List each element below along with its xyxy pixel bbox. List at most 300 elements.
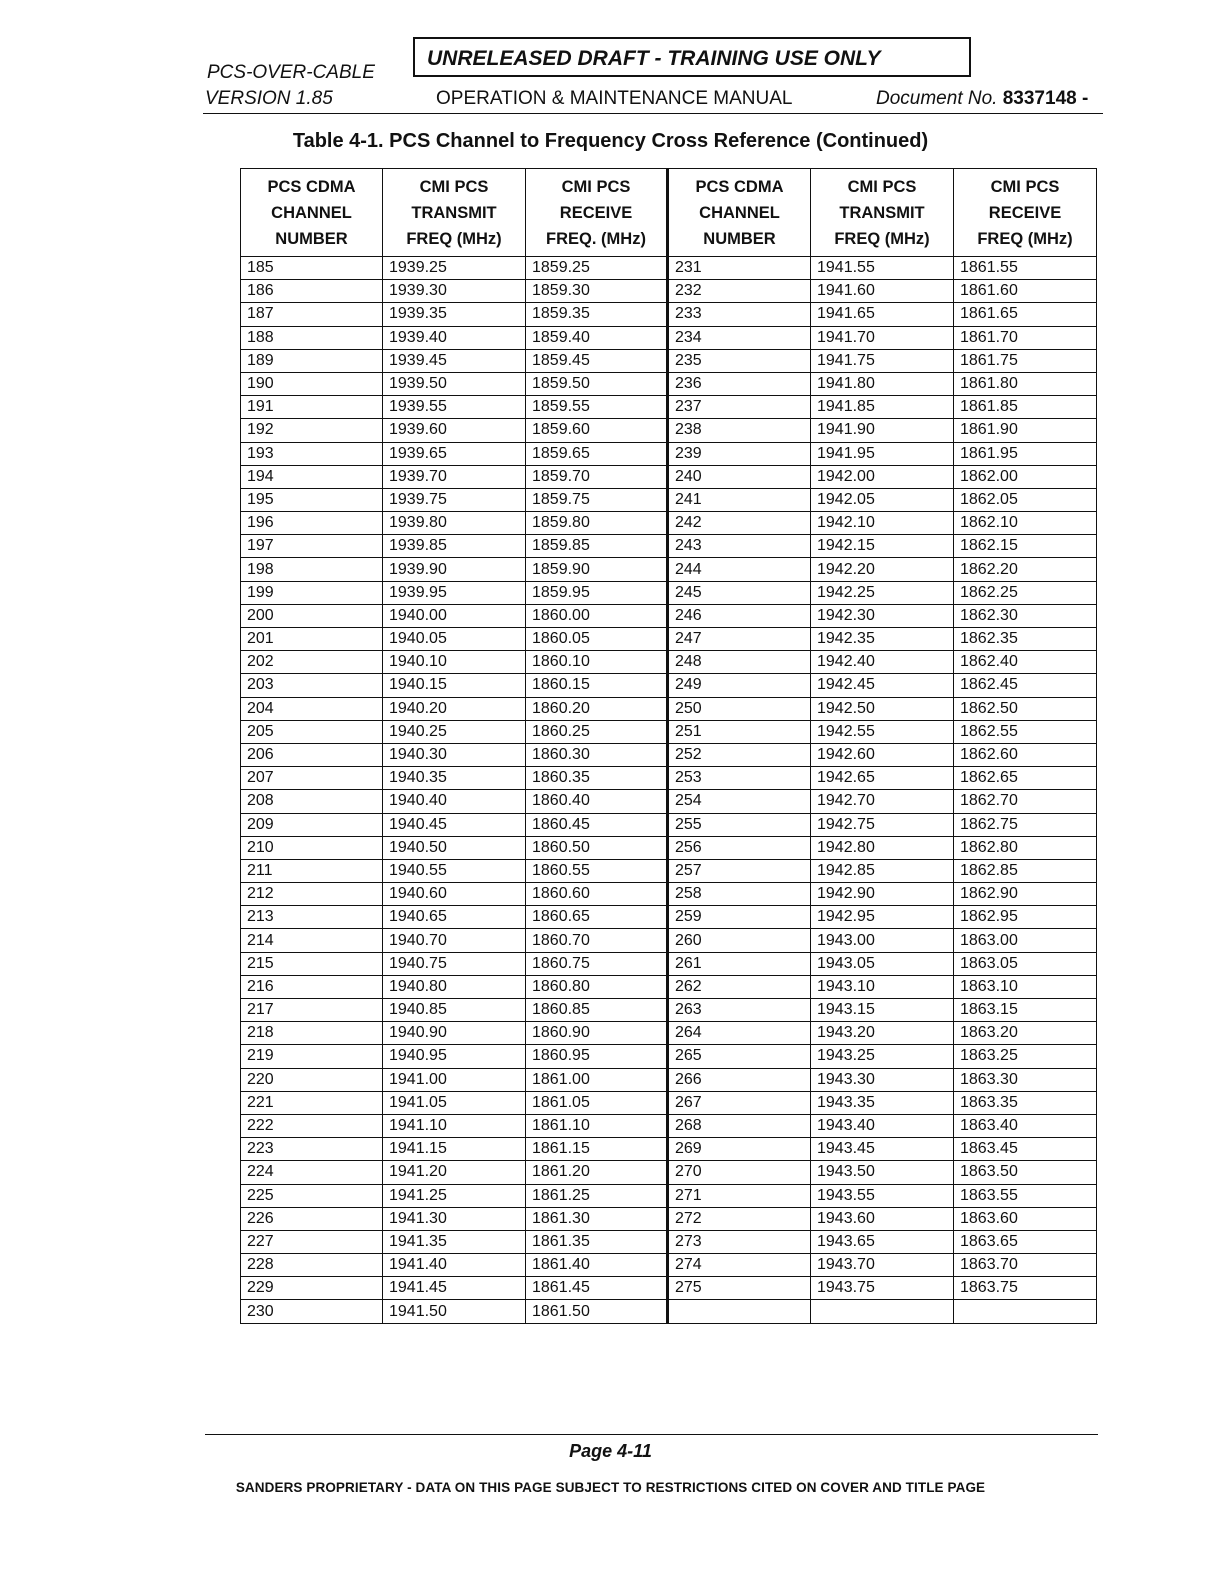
column-header-line: TRANSMIT <box>839 203 925 222</box>
table-cell: 212 <box>241 883 383 906</box>
table-cell: 1862.75 <box>954 813 1097 836</box>
table-cell: 1859.95 <box>526 581 668 604</box>
table-cell: 1861.00 <box>526 1068 668 1091</box>
table-cell: 1940.55 <box>383 859 526 882</box>
table-cell: 268 <box>668 1114 811 1137</box>
table-cell: 1941.80 <box>811 372 954 395</box>
page-number: Page 4-11 <box>569 1441 652 1461</box>
column-header-line: NUMBER <box>703 229 776 248</box>
column-header-line: FREQ (MHz) <box>834 229 930 248</box>
table-cell: 1862.40 <box>954 651 1097 674</box>
table-row <box>241 975 1097 998</box>
table-cell: 1943.60 <box>811 1207 954 1230</box>
table-row <box>241 396 1097 419</box>
table-cell: 191 <box>241 396 383 419</box>
table-cell: 1942.25 <box>811 581 954 604</box>
proprietary-notice: SANDERS PROPRIETARY - DATA ON THIS PAGE SUBJECT TO RESTRICTIONS CITED ON COVER AND TITLE PAGE <box>235 1480 986 1495</box>
table-cell: 1941.45 <box>383 1277 526 1300</box>
table-row <box>241 859 1097 882</box>
table-cell: 198 <box>241 558 383 581</box>
table-cell: 1859.70 <box>526 465 668 488</box>
table-row <box>241 442 1097 465</box>
table-cell: 273 <box>668 1230 811 1253</box>
table-cell: 1940.20 <box>383 697 526 720</box>
table-cell: 1941.00 <box>383 1068 526 1091</box>
table-row <box>241 651 1097 674</box>
table-cell: 190 <box>241 372 383 395</box>
table-cell: 1861.55 <box>954 257 1097 280</box>
column-header-line: CHANNEL <box>699 203 780 222</box>
table-cell: 1863.65 <box>954 1230 1097 1253</box>
table-cell: 229 <box>241 1277 383 1300</box>
table-cell: 259 <box>668 906 811 929</box>
table-cell: 1943.00 <box>811 929 954 952</box>
table-cell: 1941.95 <box>811 442 954 465</box>
table-cell <box>811 1300 954 1323</box>
table-cell: 274 <box>668 1254 811 1277</box>
table-cell: 1942.75 <box>811 813 954 836</box>
table-cell: 1860.20 <box>526 697 668 720</box>
table-cell: 194 <box>241 465 383 488</box>
table-cell: 1939.95 <box>383 581 526 604</box>
table-row <box>241 372 1097 395</box>
table-row <box>241 349 1097 372</box>
table-cell: 1943.20 <box>811 1022 954 1045</box>
table-cell: 1861.80 <box>954 372 1097 395</box>
table-cell: 1942.90 <box>811 883 954 906</box>
table-cell: 217 <box>241 999 383 1022</box>
table-row <box>241 581 1097 604</box>
table-cell: 1863.10 <box>954 975 1097 998</box>
table-cell: 1863.30 <box>954 1068 1097 1091</box>
table-cell: 260 <box>668 929 811 952</box>
table-cell: 1860.30 <box>526 743 668 766</box>
table-cell: 196 <box>241 512 383 535</box>
table-cell: 254 <box>668 790 811 813</box>
table-cell: 226 <box>241 1207 383 1230</box>
document-number <box>876 88 1088 110</box>
table-cell: 233 <box>668 303 811 326</box>
table-cell: 1940.70 <box>383 929 526 952</box>
table-cell: 241 <box>668 488 811 511</box>
table-cell: 261 <box>668 952 811 975</box>
table-cell: 267 <box>668 1091 811 1114</box>
table-cell: 270 <box>668 1161 811 1184</box>
table-row <box>241 488 1097 511</box>
table-cell: 264 <box>668 1022 811 1045</box>
table-cell: 1860.85 <box>526 999 668 1022</box>
table-cell: 258 <box>668 883 811 906</box>
table-cell: 1859.45 <box>526 349 668 372</box>
table-cell: 1861.25 <box>526 1184 668 1207</box>
column-header-line: PCS CDMA <box>267 177 356 196</box>
column-header-line: RECEIVE <box>988 203 1062 222</box>
table-cell: 1860.05 <box>526 628 668 651</box>
column-header-line: FREQ (MHz) <box>406 229 502 248</box>
table-cell: 251 <box>668 720 811 743</box>
table-cell: 1943.50 <box>811 1161 954 1184</box>
table-cell: 1940.30 <box>383 743 526 766</box>
table-cell: 1939.75 <box>383 488 526 511</box>
table-cell: 199 <box>241 581 383 604</box>
table-cell: 1941.10 <box>383 1114 526 1137</box>
table-cell: 1942.00 <box>811 465 954 488</box>
table-cell: 197 <box>241 535 383 558</box>
table-cell: 1940.00 <box>383 604 526 627</box>
table-cell: 1942.10 <box>811 512 954 535</box>
table-cell: 1863.50 <box>954 1161 1097 1184</box>
table-cell: 1862.05 <box>954 488 1097 511</box>
table-cell: 1860.55 <box>526 859 668 882</box>
table-cell: 1859.60 <box>526 419 668 442</box>
table-cell: 1942.15 <box>811 535 954 558</box>
table-row <box>241 999 1097 1022</box>
table-cell: 223 <box>241 1138 383 1161</box>
table-cell: 1859.90 <box>526 558 668 581</box>
table-cell: 1859.85 <box>526 535 668 558</box>
document-number-label: Document No. <box>876 88 998 109</box>
table-row <box>241 906 1097 929</box>
table-cell: 240 <box>668 465 811 488</box>
table-cell: 1940.45 <box>383 813 526 836</box>
table-cell: 250 <box>668 697 811 720</box>
table-cell: 1862.80 <box>954 836 1097 859</box>
table-cell: 242 <box>668 512 811 535</box>
table-cell: 1943.10 <box>811 975 954 998</box>
table-cell: 1942.40 <box>811 651 954 674</box>
table-cell: 1862.45 <box>954 674 1097 697</box>
table-cell: 215 <box>241 952 383 975</box>
table-row <box>241 743 1097 766</box>
table-row <box>241 1045 1097 1068</box>
table-cell: 252 <box>668 743 811 766</box>
column-header-line: RECEIVE <box>559 203 633 222</box>
table-cell: 1861.90 <box>954 419 1097 442</box>
table-cell: 1943.75 <box>811 1277 954 1300</box>
table-row <box>241 1091 1097 1114</box>
table-cell: 1862.90 <box>954 883 1097 906</box>
table-cell: 209 <box>241 813 383 836</box>
table-cell: 1862.55 <box>954 720 1097 743</box>
table-cell: 1861.10 <box>526 1114 668 1137</box>
version-label: VERSION 1.85 <box>205 88 333 109</box>
table-cell: 1863.20 <box>954 1022 1097 1045</box>
table-cell: 1863.40 <box>954 1114 1097 1137</box>
table-cell: 239 <box>668 442 811 465</box>
table-cell: 265 <box>668 1045 811 1068</box>
table-cell: 1941.55 <box>811 257 954 280</box>
table-cell: 1942.20 <box>811 558 954 581</box>
table-cell: 247 <box>668 628 811 651</box>
table-cell: 203 <box>241 674 383 697</box>
table-cell: 1941.05 <box>383 1091 526 1114</box>
product-name: PCS-OVER-CABLE <box>207 62 375 83</box>
table-cell: 256 <box>668 836 811 859</box>
table-cell: 225 <box>241 1184 383 1207</box>
table-cell: 1939.90 <box>383 558 526 581</box>
table-row <box>241 465 1097 488</box>
table-cell: 185 <box>241 257 383 280</box>
table-cell: 1941.30 <box>383 1207 526 1230</box>
table-cell: 1861.65 <box>954 303 1097 326</box>
table-row <box>241 280 1097 303</box>
table-cell: 237 <box>668 396 811 419</box>
table-cell: 193 <box>241 442 383 465</box>
table-cell: 249 <box>668 674 811 697</box>
column-header-line: CMI PCS <box>847 177 917 196</box>
table-cell: 1941.25 <box>383 1184 526 1207</box>
table-cell: 1943.35 <box>811 1091 954 1114</box>
table-cell: 210 <box>241 836 383 859</box>
table-row <box>241 1230 1097 1253</box>
table-row <box>241 535 1097 558</box>
table-row <box>241 883 1097 906</box>
table-cell: 1940.85 <box>383 999 526 1022</box>
table-cell: 1939.65 <box>383 442 526 465</box>
table-cell: 1943.15 <box>811 999 954 1022</box>
table-cell: 1942.95 <box>811 906 954 929</box>
column-header <box>241 169 383 257</box>
table-cell: 1943.05 <box>811 952 954 975</box>
table-cell: 1940.35 <box>383 767 526 790</box>
table-cell: 1862.85 <box>954 859 1097 882</box>
table-row <box>241 1068 1097 1091</box>
table-cell: 1940.90 <box>383 1022 526 1045</box>
table-cell: 1940.15 <box>383 674 526 697</box>
table-cell: 1939.55 <box>383 396 526 419</box>
table-row <box>241 1254 1097 1277</box>
table-cell: 1941.20 <box>383 1161 526 1184</box>
table-cell: 275 <box>668 1277 811 1300</box>
column-header-line: PCS CDMA <box>695 177 784 196</box>
table-cell: 208 <box>241 790 383 813</box>
table-cell: 1861.85 <box>954 396 1097 419</box>
column-header-line: CMI PCS <box>990 177 1060 196</box>
table-cell: 1863.05 <box>954 952 1097 975</box>
table-cell: 1940.05 <box>383 628 526 651</box>
table-cell: 214 <box>241 929 383 952</box>
table-cell: 1943.55 <box>811 1184 954 1207</box>
table-row <box>241 929 1097 952</box>
table-cell: 1939.85 <box>383 535 526 558</box>
table-row <box>241 1161 1097 1184</box>
table-cell: 186 <box>241 280 383 303</box>
table-cell: 205 <box>241 720 383 743</box>
table-cell: 1939.25 <box>383 257 526 280</box>
table-cell: 1861.75 <box>954 349 1097 372</box>
table-cell: 1860.15 <box>526 674 668 697</box>
table-cell: 1941.50 <box>383 1300 526 1323</box>
table-cell: 206 <box>241 743 383 766</box>
table-cell: 231 <box>668 257 811 280</box>
table-cell: 1863.35 <box>954 1091 1097 1114</box>
column-header-line: FREQ. (MHz) <box>546 229 646 248</box>
table-row <box>241 813 1097 836</box>
table-cell: 235 <box>668 349 811 372</box>
table-row <box>241 1184 1097 1207</box>
table-cell: 192 <box>241 419 383 442</box>
table-cell: 244 <box>668 558 811 581</box>
column-header-line: CMI PCS <box>561 177 631 196</box>
table-cell: 1859.75 <box>526 488 668 511</box>
table-cell: 253 <box>668 767 811 790</box>
table-cell: 1861.05 <box>526 1091 668 1114</box>
table-cell: 1862.25 <box>954 581 1097 604</box>
table-cell: 1939.45 <box>383 349 526 372</box>
table-cell: 219 <box>241 1045 383 1068</box>
table-row <box>241 512 1097 535</box>
table-cell: 213 <box>241 906 383 929</box>
table-cell: 1860.50 <box>526 836 668 859</box>
table-row <box>241 720 1097 743</box>
table-cell: 1861.60 <box>954 280 1097 303</box>
table-cell <box>668 1300 811 1323</box>
table-cell: 1939.60 <box>383 419 526 442</box>
table-cell: 188 <box>241 326 383 349</box>
table-cell: 1862.15 <box>954 535 1097 558</box>
table-cell: 1941.15 <box>383 1138 526 1161</box>
table-cell: 1943.25 <box>811 1045 954 1068</box>
table-cell: 1941.70 <box>811 326 954 349</box>
table-cell: 1859.50 <box>526 372 668 395</box>
table-cell: 1940.75 <box>383 952 526 975</box>
table-row <box>241 1277 1097 1300</box>
table-cell: 1861.35 <box>526 1230 668 1253</box>
table-cell: 246 <box>668 604 811 627</box>
table-row <box>241 1300 1097 1323</box>
table-row <box>241 1022 1097 1045</box>
table-cell: 1861.70 <box>954 326 1097 349</box>
table-cell: 1942.70 <box>811 790 954 813</box>
table-cell: 1862.10 <box>954 512 1097 535</box>
table-cell: 1939.30 <box>383 280 526 303</box>
column-header-line: TRANSMIT <box>411 203 497 222</box>
table-row <box>241 790 1097 813</box>
table-cell: 1942.05 <box>811 488 954 511</box>
channel-frequency-table <box>240 168 1097 1324</box>
table-cell: 1859.25 <box>526 257 668 280</box>
table-cell: 201 <box>241 628 383 651</box>
document-number-value: 8337148 - <box>1002 88 1089 109</box>
table-cell: 1861.15 <box>526 1138 668 1161</box>
table-cell: 187 <box>241 303 383 326</box>
table-cell: 1941.85 <box>811 396 954 419</box>
table-cell: 238 <box>668 419 811 442</box>
table-cell: 1940.65 <box>383 906 526 929</box>
table-cell: 211 <box>241 859 383 882</box>
column-header <box>383 169 526 257</box>
table-cell: 248 <box>668 651 811 674</box>
table-cell: 1940.40 <box>383 790 526 813</box>
table-cell: 1939.80 <box>383 512 526 535</box>
header-divider <box>203 113 1103 114</box>
table-cell: 204 <box>241 697 383 720</box>
table-cell: 1939.70 <box>383 465 526 488</box>
footer-divider <box>205 1434 1098 1435</box>
table-row <box>241 604 1097 627</box>
table-cell: 1942.80 <box>811 836 954 859</box>
table-cell: 1861.95 <box>954 442 1097 465</box>
table-cell: 1860.75 <box>526 952 668 975</box>
table-cell: 1860.95 <box>526 1045 668 1068</box>
table-cell: 1942.60 <box>811 743 954 766</box>
table-cell: 1860.70 <box>526 929 668 952</box>
table-cell: 1863.45 <box>954 1138 1097 1161</box>
table-cell: 1859.40 <box>526 326 668 349</box>
table-cell: 1860.60 <box>526 883 668 906</box>
table-cell: 224 <box>241 1161 383 1184</box>
table-cell: 1940.80 <box>383 975 526 998</box>
table-cell: 1941.90 <box>811 419 954 442</box>
table-cell: 1859.80 <box>526 512 668 535</box>
table-cell: 271 <box>668 1184 811 1207</box>
table-cell: 1862.50 <box>954 697 1097 720</box>
table-cell: 1859.30 <box>526 280 668 303</box>
table-cell: 1942.85 <box>811 859 954 882</box>
table-cell: 243 <box>668 535 811 558</box>
table-cell <box>954 1300 1097 1323</box>
table-cell: 1860.10 <box>526 651 668 674</box>
table-cell: 1943.30 <box>811 1068 954 1091</box>
table-row <box>241 419 1097 442</box>
table-cell: 269 <box>668 1138 811 1161</box>
table-cell: 1862.20 <box>954 558 1097 581</box>
table-cell: 1942.65 <box>811 767 954 790</box>
table-cell: 1940.50 <box>383 836 526 859</box>
column-header <box>954 169 1097 257</box>
table-cell: 1862.70 <box>954 790 1097 813</box>
table-cell: 1862.65 <box>954 767 1097 790</box>
table-cell: 1861.20 <box>526 1161 668 1184</box>
table-cell: 220 <box>241 1068 383 1091</box>
table-caption: Table 4-1. PCS Channel to Frequency Cross Reference (Continued) <box>292 130 929 152</box>
table-cell: 216 <box>241 975 383 998</box>
table-cell: 1943.40 <box>811 1114 954 1137</box>
table-cell: 1862.95 <box>954 906 1097 929</box>
table-cell: 1862.60 <box>954 743 1097 766</box>
table-cell: 1860.80 <box>526 975 668 998</box>
table-row <box>241 1207 1097 1230</box>
table-cell: 1861.30 <box>526 1207 668 1230</box>
table-row <box>241 767 1097 790</box>
table-cell: 1863.25 <box>954 1045 1097 1068</box>
table-body <box>241 257 1097 1324</box>
column-header-line: CHANNEL <box>271 203 352 222</box>
table-cell: 234 <box>668 326 811 349</box>
table-cell: 221 <box>241 1091 383 1114</box>
table-cell: 1859.65 <box>526 442 668 465</box>
table-cell: 1860.25 <box>526 720 668 743</box>
table-cell: 1862.35 <box>954 628 1097 651</box>
table-cell: 1860.45 <box>526 813 668 836</box>
table-cell: 1943.70 <box>811 1254 954 1277</box>
table-cell: 1860.00 <box>526 604 668 627</box>
column-header <box>811 169 954 257</box>
table-cell: 1941.40 <box>383 1254 526 1277</box>
table-row <box>241 674 1097 697</box>
table-cell: 232 <box>668 280 811 303</box>
table-cell: 230 <box>241 1300 383 1323</box>
table-cell: 1942.55 <box>811 720 954 743</box>
table-cell: 1859.55 <box>526 396 668 419</box>
table-cell: 200 <box>241 604 383 627</box>
table-cell: 1942.30 <box>811 604 954 627</box>
table-cell: 272 <box>668 1207 811 1230</box>
table-cell: 257 <box>668 859 811 882</box>
table-cell: 202 <box>241 651 383 674</box>
table-row <box>241 628 1097 651</box>
table-cell: 1943.65 <box>811 1230 954 1253</box>
